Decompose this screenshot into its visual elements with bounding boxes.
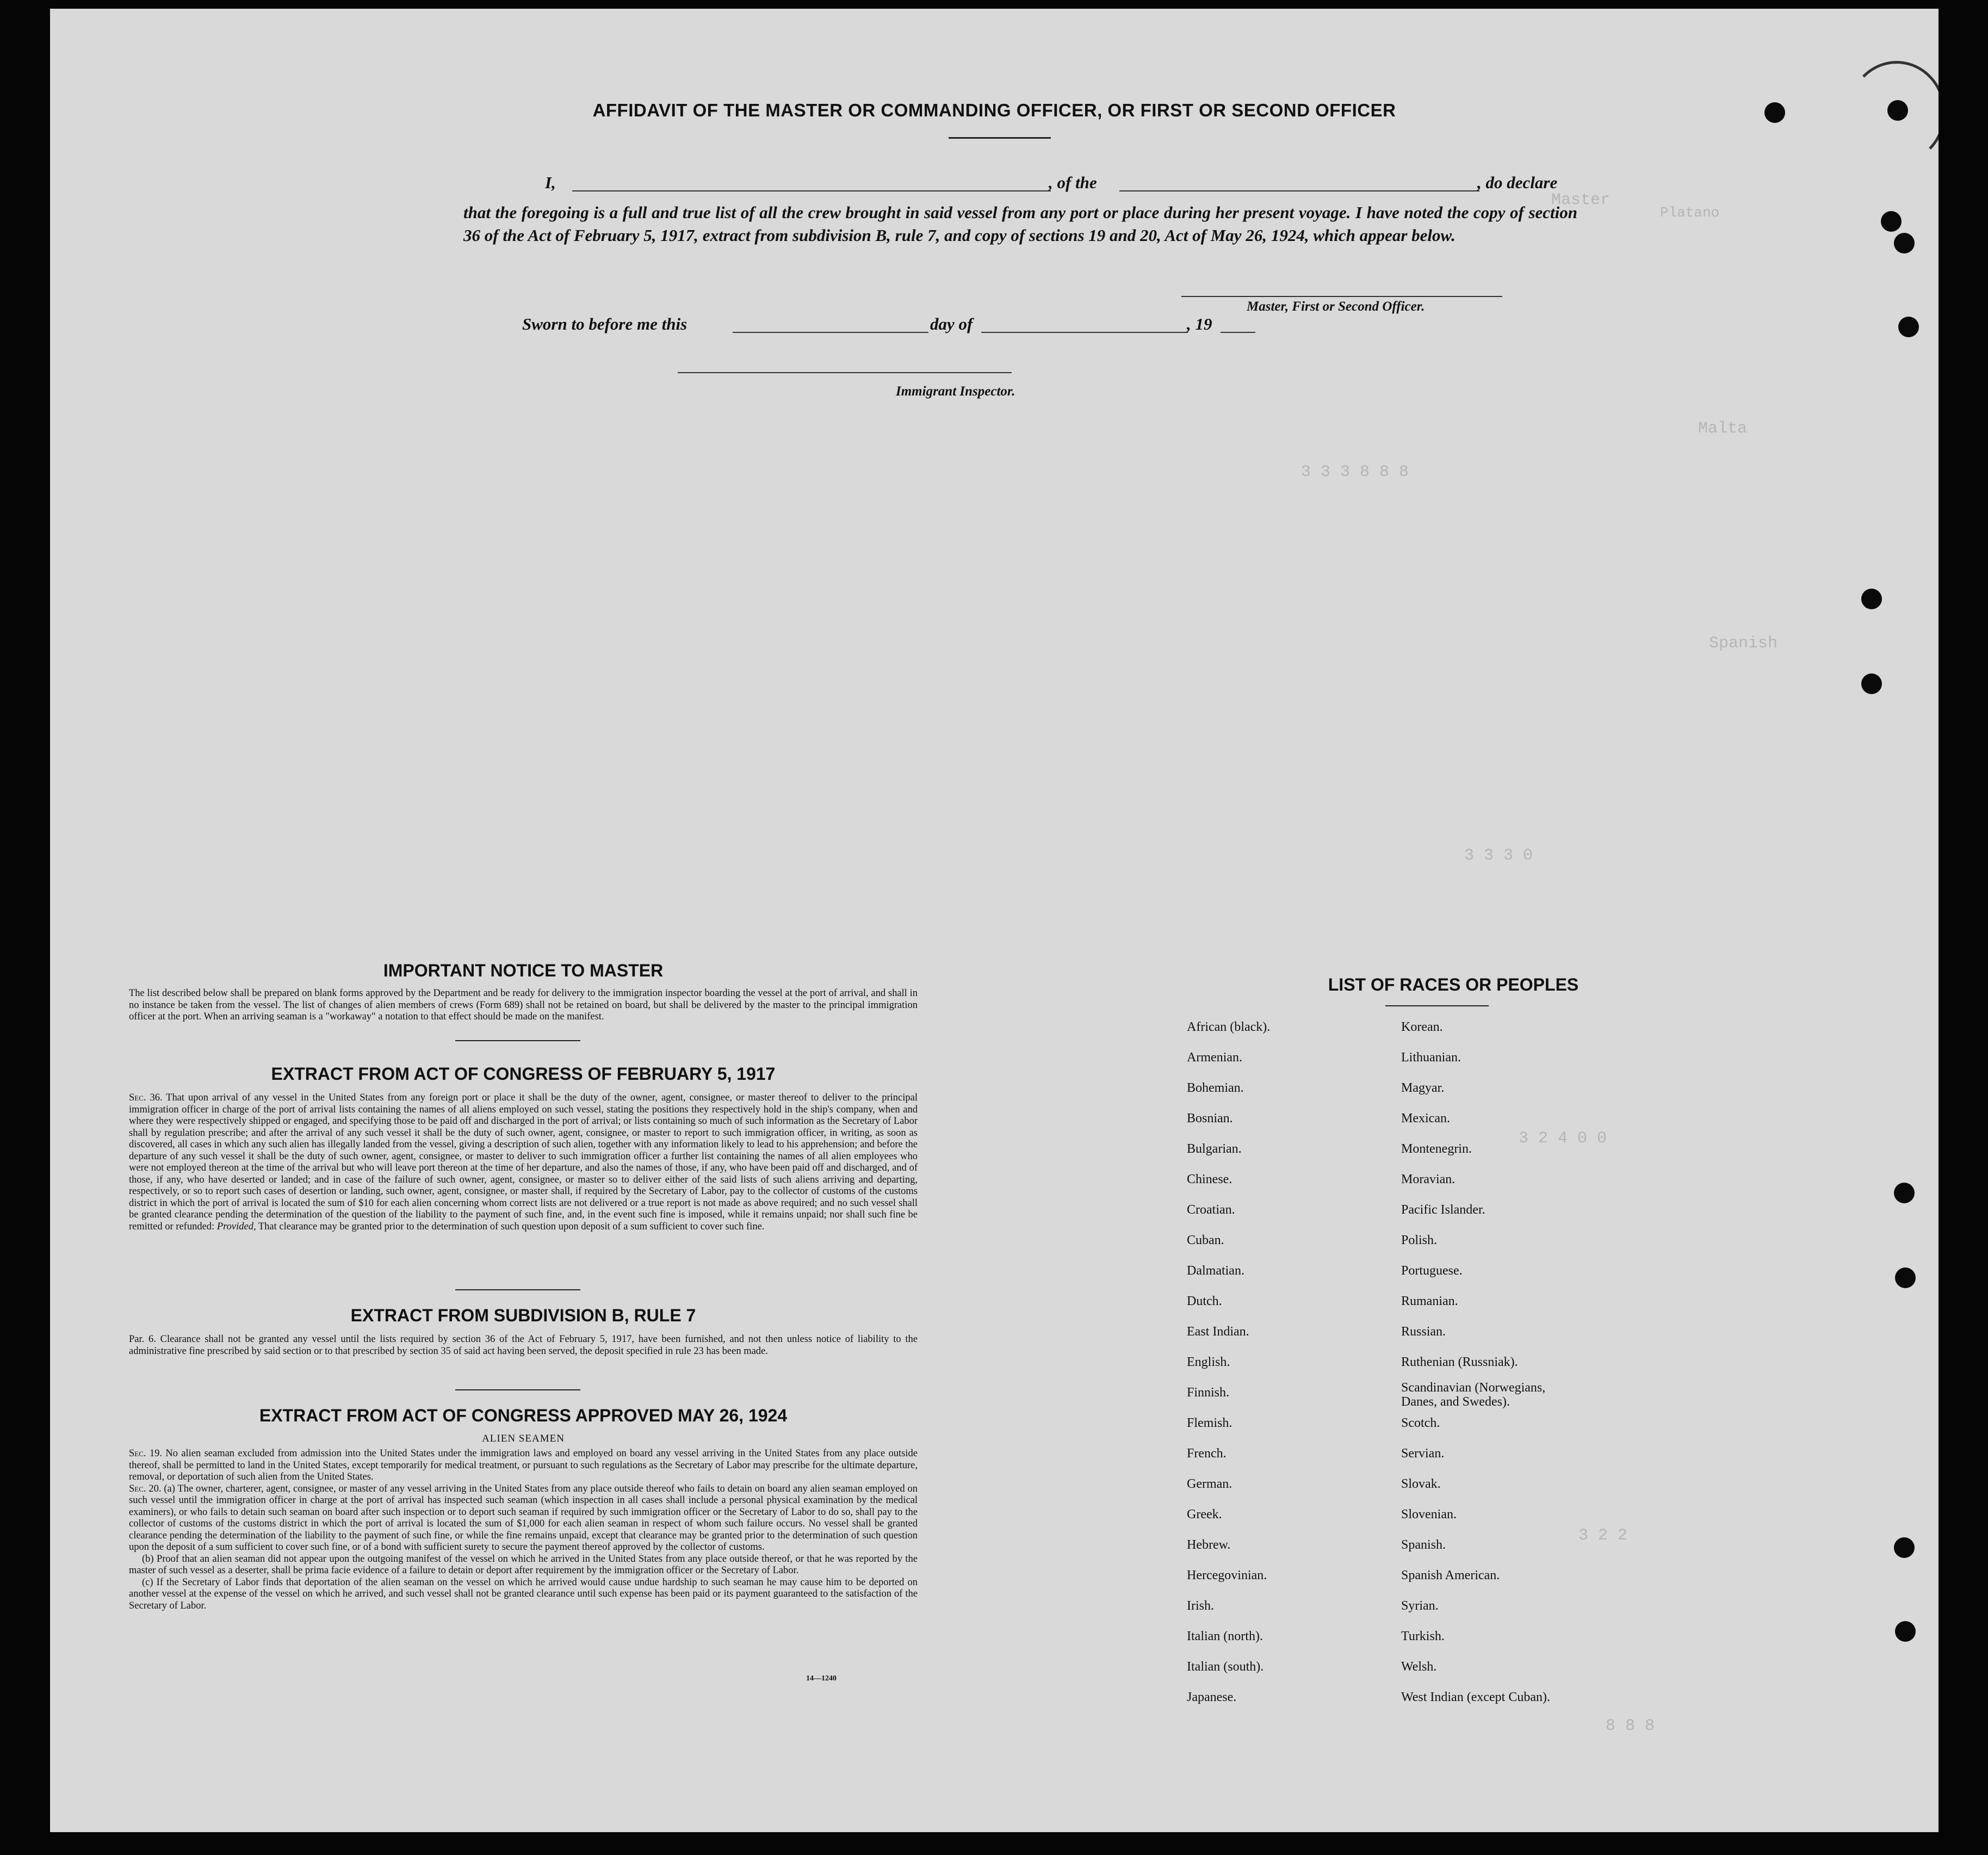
races-title-rule [1385, 1005, 1489, 1006]
race-item: West Indian (except Cuban). [1401, 1690, 1550, 1704]
extract-rule7-title: EXTRACT FROM SUBDIVISION B, RULE 7 [350, 1306, 696, 1325]
affidavit-i-label: I, [545, 173, 556, 192]
inspector-signature-line [678, 372, 1012, 373]
extract-1924-body [129, 1448, 918, 1612]
race-item: Montenegrin. [1401, 1142, 1472, 1156]
form-number: 14—1240 [806, 1674, 837, 1683]
race-item: Dalmatian. [1187, 1264, 1244, 1278]
extract-1924-subtitle: ALIEN SEAMEN [482, 1433, 565, 1444]
race-item: Spanish. [1401, 1538, 1446, 1552]
races-title: LIST OF RACES OR PEOPLES [1328, 975, 1579, 994]
race-item: Ruthenian (Russniak). [1401, 1355, 1518, 1369]
extract-1917-title: EXTRACT FROM ACT OF CONGRESS OF FEBRUARY 5, 1917 [271, 1064, 776, 1084]
race-item: Servian. [1401, 1446, 1445, 1461]
race-item: Dutch. [1187, 1294, 1222, 1308]
race-item: Flemish. [1187, 1416, 1233, 1430]
sec19-label: Sec. 19. [129, 1448, 162, 1459]
inspector-signature-caption: Immigrant Inspector. [896, 384, 1015, 399]
race-item: Moravian. [1401, 1172, 1456, 1186]
punch-hole [1764, 102, 1785, 123]
notice-rule [455, 1040, 580, 1041]
race-item: Lithuanian. [1401, 1050, 1461, 1065]
race-item: Finnish. [1187, 1386, 1230, 1400]
notice-body: The list described below shall be prepared on blank forms approved by the Department and be ready for delivery to the immigration inspector boarding the vessel at the port of arrival, and shall in no instance be taken from the vessel. The list of changes of alien members of crews (Form 689) shall not be retained on board, but shall be delivered by the master to the principal immigration officer at the port. When an arriving seaman is a "workaway" a notation to that effect should be made on the manifest. [129, 988, 918, 1022]
extract-rule7-body: Par. 6. Clearance shall not be granted any vessel until the lists required by section 36 of the Act of February 5, 1917, have been furnished, and not then unless notice of liability to the administrative fine prescribed by said section or to that prescribed by section 35 of said act having been served, the deposit specified in rule 23 has been made. [129, 1334, 918, 1357]
race-item: Armenian. [1187, 1050, 1242, 1065]
race-item: Croatian. [1187, 1203, 1235, 1217]
affidavit-title: AFFIDAVIT OF THE MASTER OR COMMANDING OFFICER, OR FIRST OR SECOND OFFICER [592, 100, 1396, 120]
race-item: East Indian. [1187, 1325, 1249, 1339]
race-item: Turkish. [1401, 1629, 1445, 1643]
race-item: Greek. [1187, 1507, 1222, 1522]
affidavit-of-the-label: , of the [1049, 173, 1097, 192]
race-item: French. [1187, 1446, 1227, 1461]
affidavit-declaration: that the foregoing is a full and true list of all the crew brought in said vessel from any port or place during her present voyage. I have noted the copy of section 36 of the Act of February 5, 1917, extract from subdivision B, rule 7, and copy of sections 19 and 20, Act of May 26, 1924, which appear below. [463, 203, 1577, 245]
race-item: Bosnian. [1187, 1111, 1233, 1126]
sworn-year: , 19 [1187, 314, 1212, 333]
sworn-day-of: day of [930, 314, 973, 333]
punch-hole [1895, 1621, 1916, 1642]
race-item: English. [1187, 1355, 1230, 1369]
punch-hole [1861, 673, 1882, 694]
race-item: Syrian. [1401, 1599, 1439, 1613]
master-signature-line [1181, 296, 1502, 297]
race-item: Russian. [1401, 1325, 1446, 1339]
master-signature-caption: Master, First or Second Officer. [1247, 299, 1425, 314]
punch-hole [1861, 589, 1882, 609]
sec19-text: No alien seaman excluded from admission into the United States under the immigration laws and employed on board any vessel arriving in the United States from any place outside thereof, shall be permitted to land in the United States, except temporarily for medical treatment, or pursuant to such regulations as the Secretary of Labor may prescribe for the ultimate departure, removal, or deportation of such alien from the United States. [129, 1448, 918, 1482]
extract-1924-sec20b: (b) Proof that an alien seaman did not appear upon the outgoing manifest of the vessel on which he arrived in the United States from any place outside thereof, or that he was reported by the master of such vessel as a deserter, shall be prima facie evidence of a failure to detain or deport after requirement by the immigration officer or the Secretary of Labor. [129, 1553, 918, 1576]
sworn-prefix: Sworn to before me this [522, 314, 688, 333]
race-item: Pacific Islander. [1401, 1203, 1485, 1217]
affidavit-vessel-line [1119, 190, 1479, 191]
punch-hole [1898, 317, 1919, 337]
race-item: Italian (north). [1187, 1629, 1263, 1643]
race-item: Welsh. [1401, 1660, 1437, 1674]
race-item: Irish. [1187, 1599, 1214, 1613]
race-item: Hebrew. [1187, 1538, 1231, 1552]
race-item: Bohemian. [1187, 1081, 1244, 1095]
race-item: Scotch. [1401, 1416, 1440, 1430]
sworn-year-line [1221, 332, 1255, 333]
extract-1917-body [129, 1092, 918, 1233]
affidavit-do-declare-label: , do declare [1477, 173, 1558, 192]
race-item: African (black). [1187, 1020, 1271, 1034]
race-item: Bulgarian. [1187, 1142, 1242, 1156]
extract-1917-text-end: That clearance may be granted prior to the determination of such question upon deposit of a sum sufficient to cover such fine. [256, 1221, 765, 1232]
race-item: Polish. [1401, 1233, 1438, 1247]
race-item: Spanish American. [1401, 1568, 1500, 1582]
punch-hole [1894, 1537, 1915, 1558]
race-item: Slovak. [1401, 1477, 1441, 1491]
punch-hole [1887, 100, 1908, 121]
extract-1917-provided: Provided, [216, 1221, 256, 1232]
race-item: Hercegovinian. [1187, 1568, 1267, 1582]
race-item: Korean. [1401, 1020, 1443, 1034]
race-item: Slovenian. [1401, 1507, 1457, 1522]
manifest-back-page [50, 9, 1939, 1832]
race-item: Magyar. [1401, 1081, 1445, 1095]
extract-1917-rule [455, 1289, 580, 1290]
punch-hole [1881, 211, 1902, 232]
race-item: German. [1187, 1477, 1233, 1491]
extract-1917-text: That upon arrival of any vessel in the United States from any foreign port or place it shall be the duty of the owner, agent, consignee, or master thereof to deliver to the principal immigration officer in charge of the port of arrival lists containing the names of all aliens employed on such vessel, stating the positions they respectively hold in the ship's company, when and where they were respectively shipped or engaged, and specifying those to be paid off and discharged in the port of arrival; or lists containing so much of such information as the Secretary of Labor shall by regulation prescribe; and after the arrival of any such vessel it shall be the duty of such owner, agent, consignee, or master to report to such immigration officer, in writing, as soon as discovered, all cases in which any such alien has illegally landed from the vessel, giving a description of such alien, together with any information likely to lead to his apprehension; and before the departure of any such vessel it shall be the duty of such owner, agent, consignee, or master to deliver to such immigration officer a further list containing the names of all alien employees who were not employed thereon at the time of the arrival but who will leave port thereon at the time of her departure, and also the names of those, if any, who have been paid off and discharged, and of those, if any, who have deserted or landed; and in case of the failure of such owner, agent, consignee, or master so to deliver either of the said lists of such aliens arriving and departing, respectively, or so to report such cases of desertion or landing, such owner, agent, consignee, or master shall, if required by the Secretary of Labor, pay to the collector of customs of the customs district in which the port of arrival is located the sum of $10 for each alien concerning whom correct lists are not delivered or a true report is not made as above required; and no such vessel shall be granted clearance pending the determination of the question of the liability to the payment of such fine, and, in the event such fine is imposed, while it remains unpaid; nor shall such fine be remitted or refunded: [129, 1092, 918, 1232]
race-item: Italian (south). [1187, 1660, 1264, 1674]
punch-hole [1894, 233, 1915, 253]
race-item: Japanese. [1187, 1690, 1237, 1704]
extract-rule7-rule [455, 1389, 580, 1390]
race-item: Cuban. [1187, 1233, 1224, 1247]
extract-1924-sec19 [129, 1448, 918, 1483]
affidavit-title-rule [949, 137, 1051, 139]
race-item: Portuguese. [1401, 1264, 1463, 1278]
extract-1917-section-label: Sec. 36. [129, 1092, 163, 1103]
races-column-2 [1401, 1012, 1581, 1712]
extract-1924-sec20a [129, 1483, 918, 1554]
sec20a-text: (a) The owner, charterer, agent, consignee, or master of any vessel arriving in the United States from any place outside thereof who fails to detain on board any alien seaman employed on such vessel until the immigration officer in charge at the port of arrival has inspected such seaman (which inspection in all cases shall include a personal physical examination by the medical examiners), or who fails to detain such seaman on board after such inspection or to deport such seaman if required by such immigration officer or the Secretary of Labor to do so, shall pay to the collector of customs of the customs district in which the port of arrival is located the sum of $1,000 for each alien seaman in respect of whom such failure occurs. No vessel shall be granted clearance pending the determination of the liability to the payment of such fine, or while the fine remains unpaid, except that clearance may be granted prior to the determination of such question upon the deposit of a sum sufficient to cover such fine, or of a bond with sufficient surety to secure the payment thereof approved by the collector of customs. [129, 1483, 918, 1553]
race-item: Mexican. [1401, 1111, 1450, 1126]
sec20-label: Sec. 20. [129, 1483, 162, 1494]
races-column-1 [1187, 1012, 1270, 1712]
punch-hole [1894, 1183, 1915, 1203]
notice-title: IMPORTANT NOTICE TO MASTER [383, 961, 664, 980]
sworn-month-line [981, 332, 1188, 333]
race-item: Rumanian. [1401, 1294, 1458, 1308]
bleed-through: Master Platano Malta 3 3 3 8 8 8 Spanish 3 3 3 0 3 2 4 0 0 3 2 2 8 8 8 [1301, 191, 1778, 1735]
race-item: Chinese. [1187, 1172, 1233, 1186]
affidavit-name-line [572, 190, 1051, 191]
extract-1924-sec20c: (c) If the Secretary of Labor finds that deportation of the alien seaman on the vessel on which he arrived would cause undue hardship to such seaman he may cause him to be deported on another vessel at the expense of the vessel on which he arrived, and such vessel shall not be granted clearance until such expense has been paid or its payment guaranteed to the satisfaction of the Secretary of Labor. [129, 1576, 918, 1611]
extract-1924-title: EXTRACT FROM ACT OF CONGRESS APPROVED MAY 26, 1924 [259, 1406, 788, 1425]
race-item: Scandinavian (Norwegians, Danes, and Swedes). [1401, 1381, 1546, 1409]
punch-hole [1895, 1267, 1916, 1288]
sworn-day-line [733, 332, 928, 333]
